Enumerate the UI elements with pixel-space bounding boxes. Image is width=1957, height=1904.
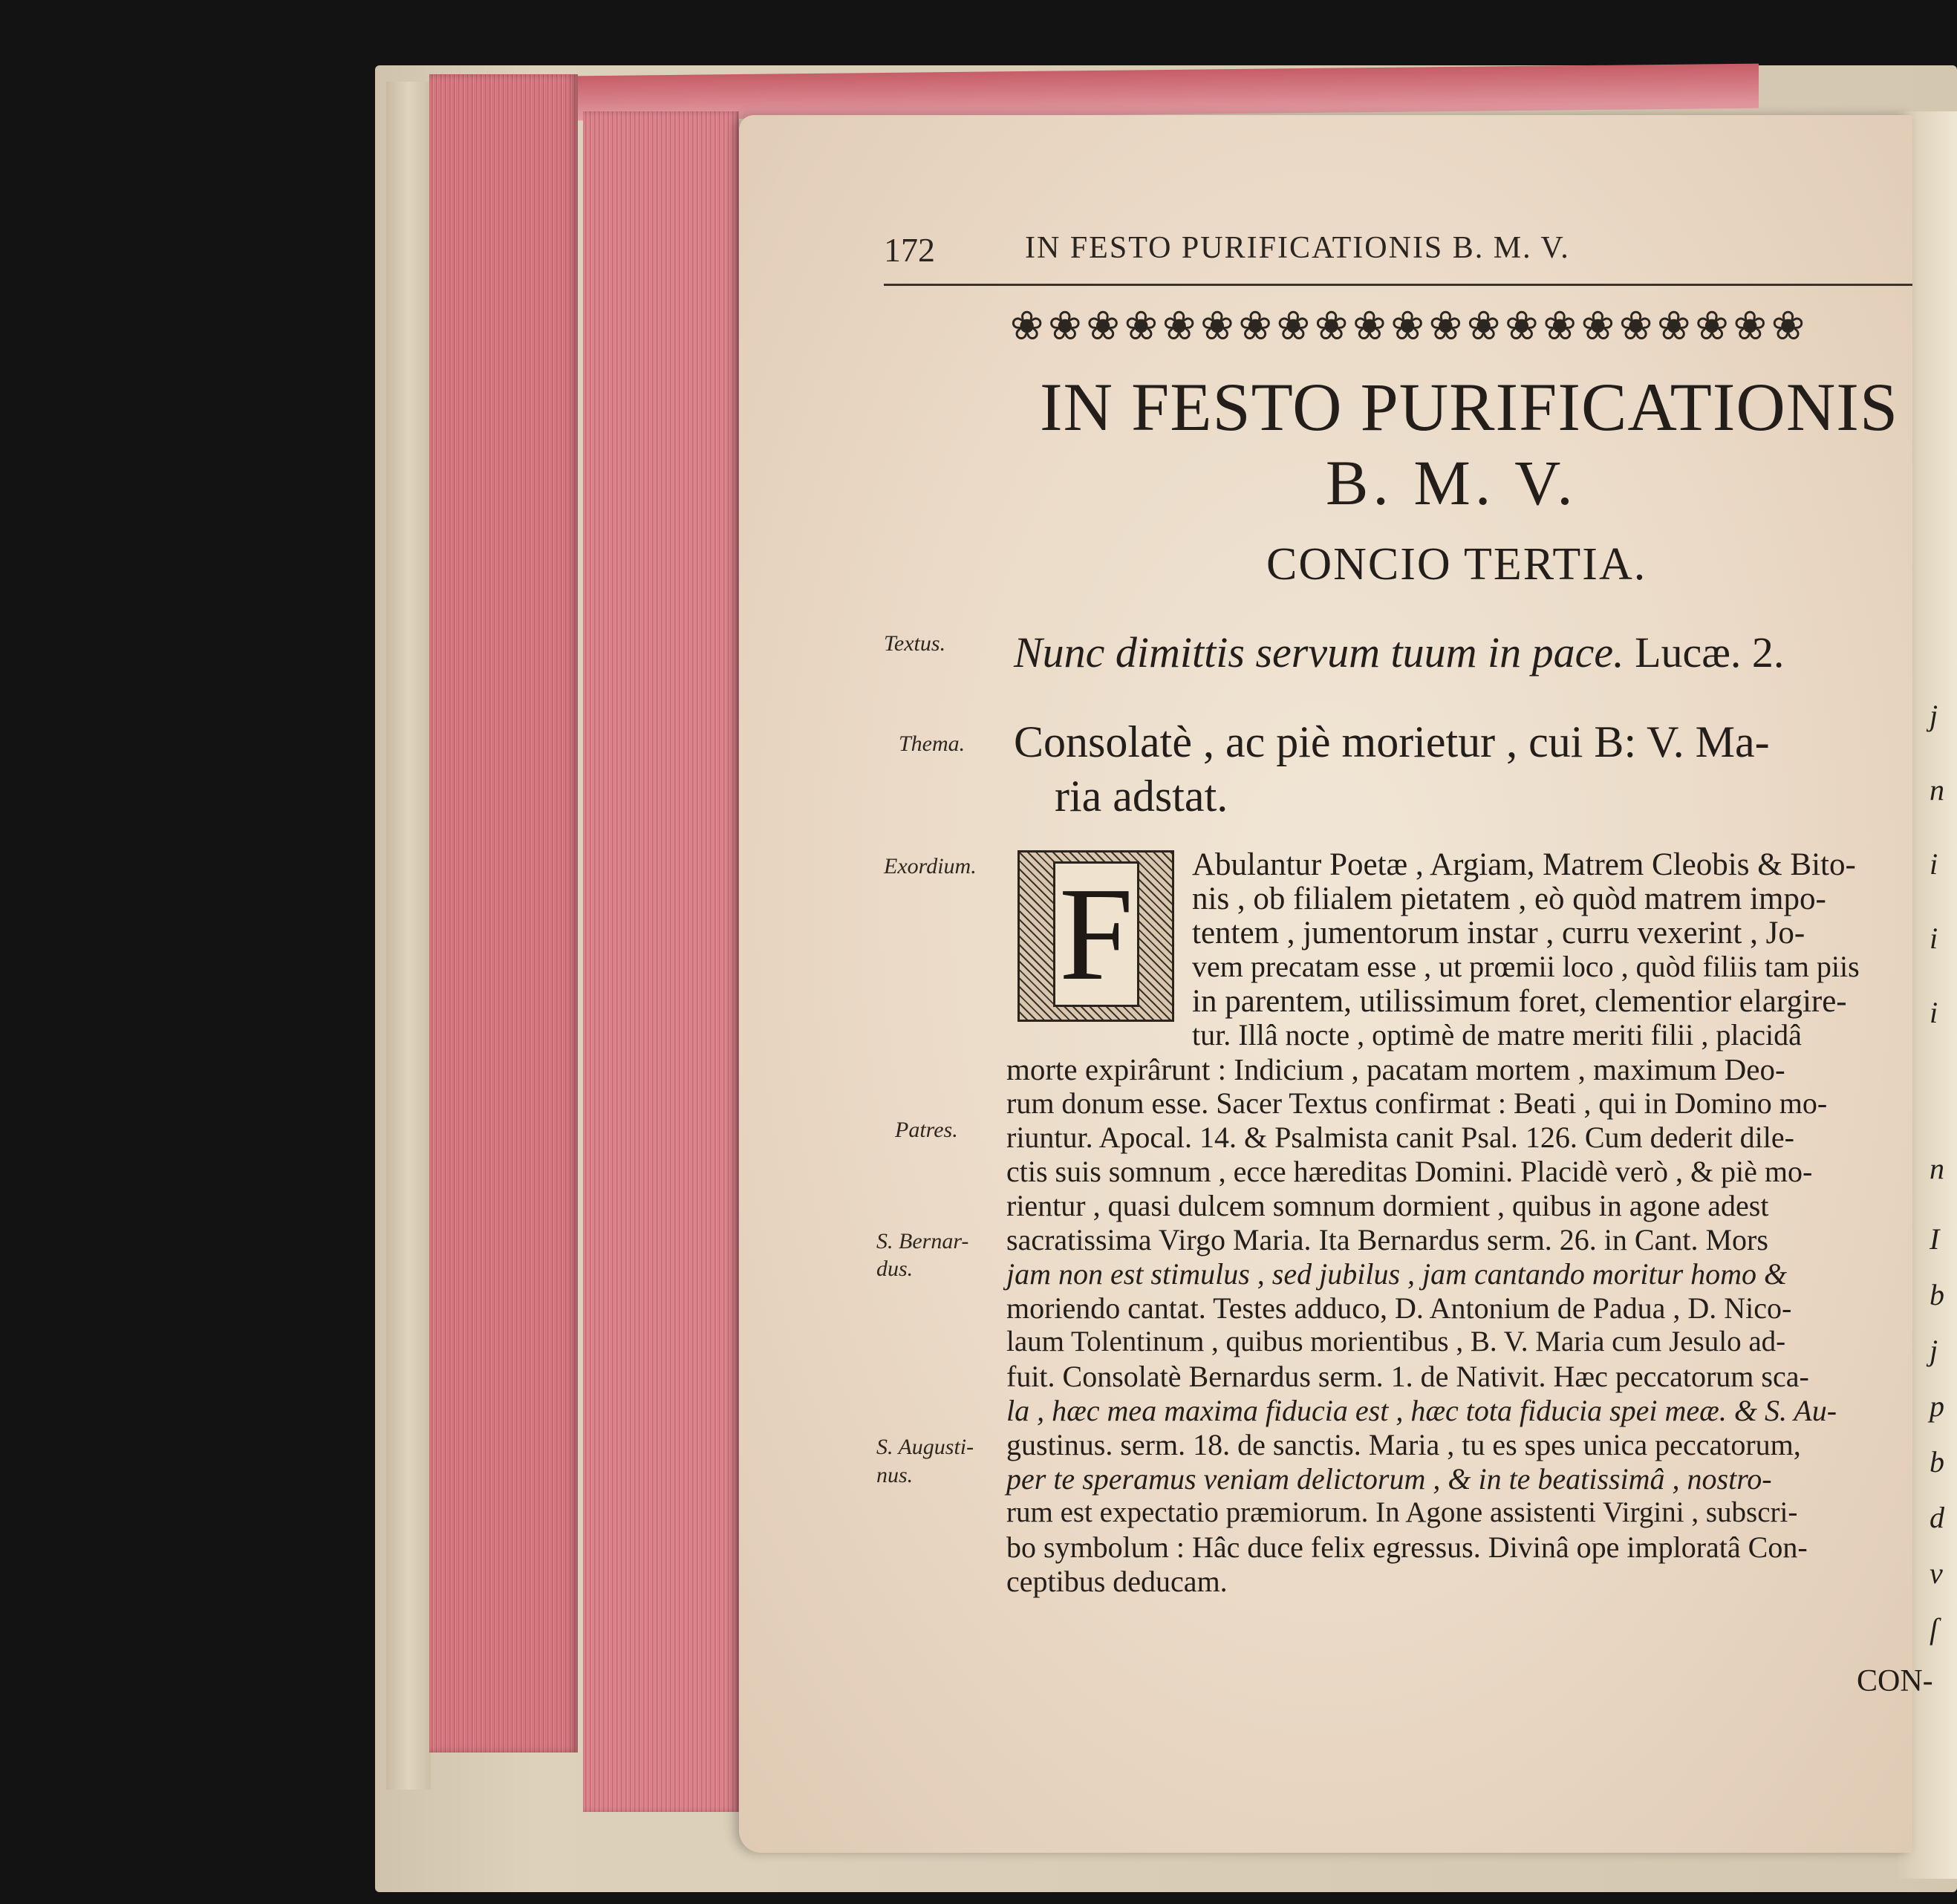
body-line: jam non est stimulus , sed jubilus , jam cantando moritur homo & xyxy=(1006,1257,1788,1291)
red-page-edges-left xyxy=(429,74,578,1753)
ornament-band xyxy=(1010,303,1912,349)
facing-fragment: ſ xyxy=(1930,1612,1938,1646)
concio-heading: CONCIO TERTIA. xyxy=(1266,539,1647,590)
facing-fragment: I xyxy=(1930,1222,1940,1256)
body-line: fuit. Consolatè Bernardus serm. 1. de Nativit. Hæc peccatorum sca- xyxy=(1006,1360,1809,1393)
body-line: moriendo cantat. Testes adduco, D. Antonium de Padua , D. Nico- xyxy=(1006,1291,1792,1325)
thema-line-1: Consolatè , ac piè morietur , cui B: V. Ma- xyxy=(1014,717,1770,766)
body-line: la , hæc mea maxima fiducia est , hæc tota fiducia spei meæ. & S. Au- xyxy=(1006,1394,1837,1427)
margin-exordium: Exordium. xyxy=(884,854,977,878)
body-line: ceptibus deducam. xyxy=(1006,1565,1228,1598)
sermon-subtitle: B. M. V. xyxy=(1326,447,1577,518)
body-line: tentem , jumentorum instar , curru vexerint , Jo- xyxy=(1192,916,1805,951)
body-line: sacratissima Virgo Maria. Ita Bernardus serm. 26. in Cant. Mors xyxy=(1006,1223,1768,1256)
facing-fragment: p xyxy=(1930,1389,1944,1423)
body-line: laum Tolentinum , quibus morientibus , B. V. Maria cum Jesulo ad- xyxy=(1006,1326,1786,1357)
body-line: vem precatam esse , ut prœmii loco , quòd filiis tam piis xyxy=(1192,950,1860,983)
catchword: CON- xyxy=(1857,1664,1933,1698)
body-line: nis , ob filialem pietatem , eò quòd matrem impo- xyxy=(1192,881,1826,916)
cover-fold xyxy=(386,82,431,1790)
textus-reference: Lucæ. 2. xyxy=(1635,628,1785,676)
body-line: riuntur. Apocal. 14. & Psalmista canit Psal. 126. Cum dederit dile- xyxy=(1006,1121,1794,1154)
facing-fragment: n xyxy=(1930,773,1944,806)
margin-augustinus-2: nus. xyxy=(876,1463,914,1487)
margin-augustinus-1: S. Augusti- xyxy=(876,1435,974,1459)
decorated-initial: F xyxy=(1053,861,1139,1007)
red-page-edges-right xyxy=(583,111,739,1812)
facing-fragment: i xyxy=(1930,847,1938,881)
thema-line-2: ria adstat. xyxy=(1055,772,1228,821)
facing-fragment: b xyxy=(1930,1445,1944,1478)
body-line: gustinus. serm. 18. de sanctis. Maria , tu es spes unica peccatorum, xyxy=(1006,1428,1801,1461)
facing-fragment: n xyxy=(1930,1152,1944,1185)
body-line: in parentem, utilissimum foret, clementior elargire- xyxy=(1192,984,1847,1019)
sermon-title: IN FESTO PURIFICATIONIS xyxy=(1040,369,1899,445)
textus-line xyxy=(1014,627,1784,677)
body-line: rum est expectatio præmiorum. In Agone assistenti Virgini , subscri- xyxy=(1006,1496,1798,1528)
body-line: morte expirârunt : Indicium , pacatam mortem , maximum Deo- xyxy=(1006,1052,1785,1086)
facing-fragment: j xyxy=(1930,1334,1938,1367)
margin-patres: Patres. xyxy=(895,1118,958,1142)
running-head xyxy=(884,227,1901,272)
margin-textus: Textus. xyxy=(884,631,946,656)
page-number: 172 xyxy=(884,231,935,269)
textus-quote: Nunc dimittis servum tuum in pace. xyxy=(1014,628,1624,676)
facing-fragment: j xyxy=(1930,699,1938,732)
body-line: per te speramus veniam delictorum , & in te beatissimâ , nostro- xyxy=(1006,1462,1772,1496)
body-line: ctis suis somnum , ecce hæreditas Domini. Placidè verò , & piè mo- xyxy=(1006,1155,1813,1188)
body-line: rientur , quasi dulcem somnum dormient , quibus in agone adest xyxy=(1006,1189,1769,1222)
body-line: rum donum esse. Sacer Textus confirmat : Beati , qui in Domino mo- xyxy=(1006,1086,1828,1120)
facing-fragment: d xyxy=(1930,1501,1944,1534)
facing-fragment: b xyxy=(1930,1278,1944,1311)
facing-fragment: i xyxy=(1930,922,1938,955)
body-line: bo symbolum : Hâc duce felix egressus. Divinâ ope imploratâ Con- xyxy=(1006,1530,1808,1564)
facing-fragment: v xyxy=(1930,1556,1943,1590)
body-line: Abulantur Poetæ , Argiam, Matrem Cleobis & Bito- xyxy=(1192,847,1856,882)
facing-fragment: i xyxy=(1930,996,1938,1029)
body-line: tur. Illâ nocte , optimè de matre meriti filii , placidâ xyxy=(1192,1018,1802,1052)
margin-bernardus-1: S. Bernar- xyxy=(876,1229,969,1253)
running-title: IN FESTO PURIFICATIONIS B. M. V. xyxy=(1025,231,1570,265)
header-rule xyxy=(884,284,1912,286)
ornament-row: ❀❀❀❀❀❀❀❀❀❀❀❀❀❀❀❀❀❀❀❀❀ xyxy=(1010,304,1810,348)
margin-thema: Thema. xyxy=(899,731,966,756)
margin-bernardus-2: dus. xyxy=(876,1256,914,1281)
